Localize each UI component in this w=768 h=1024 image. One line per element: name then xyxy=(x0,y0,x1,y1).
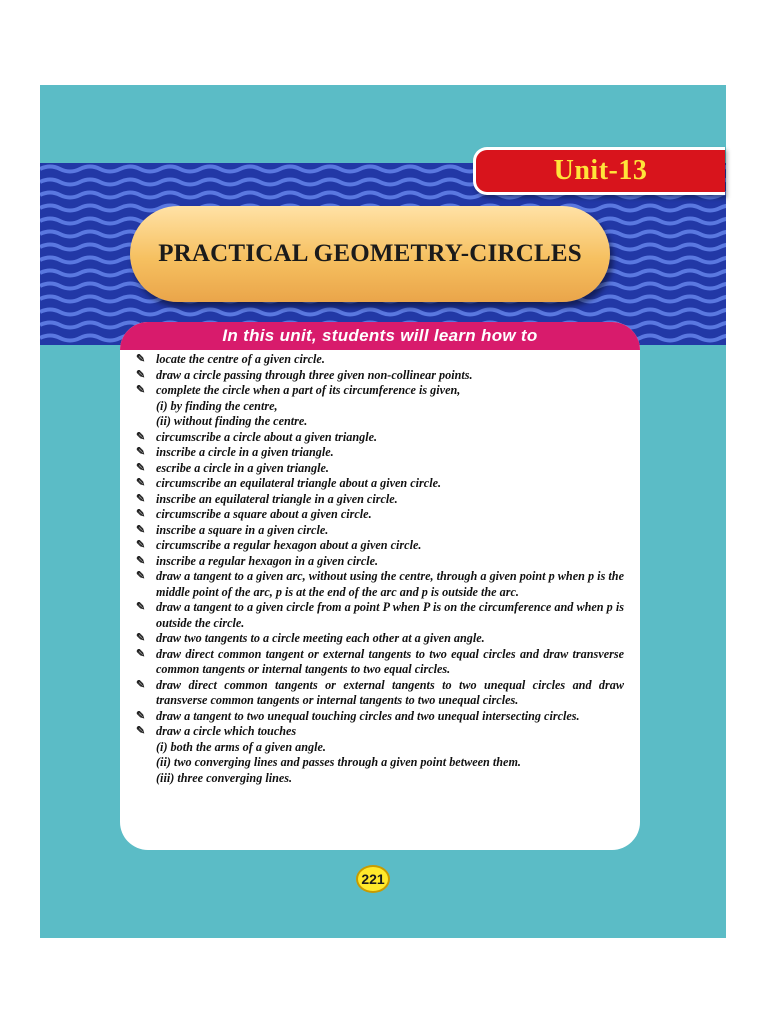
objective-item xyxy=(136,383,624,399)
objective-item xyxy=(136,600,624,631)
objective-text: (iii) three converging lines. xyxy=(156,770,293,785)
objective-sub-item xyxy=(136,755,624,771)
objective-sub-item xyxy=(136,399,624,415)
pencil-bullet-icon: ✎ xyxy=(136,523,146,536)
objective-item xyxy=(136,709,624,725)
pencil-bullet-icon: ✎ xyxy=(136,461,146,474)
objective-item xyxy=(136,523,624,539)
objective-text: draw a circle passing through three given non-collinear points. xyxy=(156,367,473,382)
pencil-bullet-icon: ✎ xyxy=(136,678,146,691)
pencil-bullet-icon: ✎ xyxy=(136,477,146,489)
objective-text: draw a tangent to a given circle from a point P when P is on the circumference and when p is outside the circle. xyxy=(156,600,624,630)
pencil-bullet-icon: ✎ xyxy=(136,492,146,505)
objective-sub-item xyxy=(136,414,624,430)
objective-text: draw two tangents to a circle meeting each other at a given angle. xyxy=(156,631,485,645)
objective-item xyxy=(136,538,624,554)
objective-text: (ii) without finding the centre. xyxy=(156,414,308,428)
pencil-bullet-icon: ✎ xyxy=(136,508,146,520)
objective-text: circumscribe a square about a given circle. xyxy=(156,507,372,521)
objective-sub-item xyxy=(136,740,624,756)
objective-item xyxy=(136,430,624,446)
objective-item xyxy=(136,476,624,492)
objective-item xyxy=(136,724,624,740)
pencil-bullet-icon: ✎ xyxy=(136,539,146,551)
page-number-badge: 221 xyxy=(356,865,390,893)
chapter-title: PRACTICAL GEOMETRY-CIRCLES xyxy=(158,240,582,267)
objective-item xyxy=(136,461,624,477)
objective-item xyxy=(136,678,624,709)
pencil-bullet-icon: ✎ xyxy=(136,353,146,365)
objectives-card xyxy=(120,322,640,850)
objective-text: circumscribe a circle about a given triangle. xyxy=(156,429,378,444)
pencil-bullet-icon: ✎ xyxy=(136,601,146,613)
unit-tab xyxy=(473,147,725,195)
objective-text: inscribe a square in a given circle. xyxy=(156,522,329,537)
objective-text: draw direct common tangents or external tangents to two unequal circles and draw transverse common tangents or internal tangents to two unequal circles. xyxy=(156,677,624,707)
pencil-bullet-icon: ✎ xyxy=(136,647,146,660)
objective-text: (i) by finding the centre, xyxy=(156,398,278,413)
objective-item xyxy=(136,492,624,508)
objective-text: draw direct common tangent or external tangents to two equal circles and draw transverse common tangents or internal tangents to two equal circles. xyxy=(156,646,624,676)
objective-text: inscribe a circle in a given triangle. xyxy=(156,445,334,459)
pencil-bullet-icon: ✎ xyxy=(136,632,146,644)
pencil-bullet-icon: ✎ xyxy=(136,446,146,458)
pencil-bullet-icon: ✎ xyxy=(136,554,146,567)
wave-line xyxy=(40,310,726,315)
objective-item xyxy=(136,569,624,600)
objective-text: inscribe a regular hexagon in a given circle. xyxy=(156,553,379,568)
pencil-bullet-icon: ✎ xyxy=(136,709,146,722)
objective-item xyxy=(136,631,624,647)
objective-text: draw a circle which touches xyxy=(156,724,297,738)
objectives-list xyxy=(120,350,640,786)
objective-text: circumscribe an equilateral triangle about a given circle. xyxy=(156,476,442,490)
objective-text: escribe a circle in a given triangle. xyxy=(156,460,329,475)
objective-text: inscribe an equilateral triangle in a given circle. xyxy=(156,491,398,506)
pencil-bullet-icon: ✎ xyxy=(136,570,146,582)
objective-sub-item xyxy=(136,771,624,787)
objective-item xyxy=(136,445,624,461)
objective-item xyxy=(136,554,624,570)
objectives-heading: In this unit, students will learn how to xyxy=(120,322,640,350)
objective-item xyxy=(136,507,624,523)
objective-text: locate the centre of a given circle. xyxy=(156,352,325,366)
objective-text: circumscribe a regular hexagon about a given circle. xyxy=(156,538,422,552)
objective-text: (i) both the arms of a given angle. xyxy=(156,739,326,754)
objective-text: draw a tangent to two unequal touching circles and two unequal intersecting circles. xyxy=(156,708,580,723)
pencil-bullet-icon: ✎ xyxy=(136,430,146,443)
unit-label: Unit-13 xyxy=(553,155,648,186)
objective-item xyxy=(136,647,624,678)
objective-text: draw a tangent to a given arc, without using the centre, through a given point p when p is the middle point of the arc, p is at the end of the arc and p is outside the arc. xyxy=(156,569,624,599)
objective-text: (ii) two converging lines and passes through a given point between them. xyxy=(156,755,521,769)
pencil-bullet-icon: ✎ xyxy=(136,384,146,396)
objective-item xyxy=(136,352,624,368)
chapter-title-banner xyxy=(130,206,610,302)
pencil-bullet-icon: ✎ xyxy=(136,368,146,381)
pencil-bullet-icon: ✎ xyxy=(136,725,146,737)
objective-text: complete the circle when a part of its circumference is given, xyxy=(156,383,461,397)
objective-item xyxy=(136,368,624,384)
